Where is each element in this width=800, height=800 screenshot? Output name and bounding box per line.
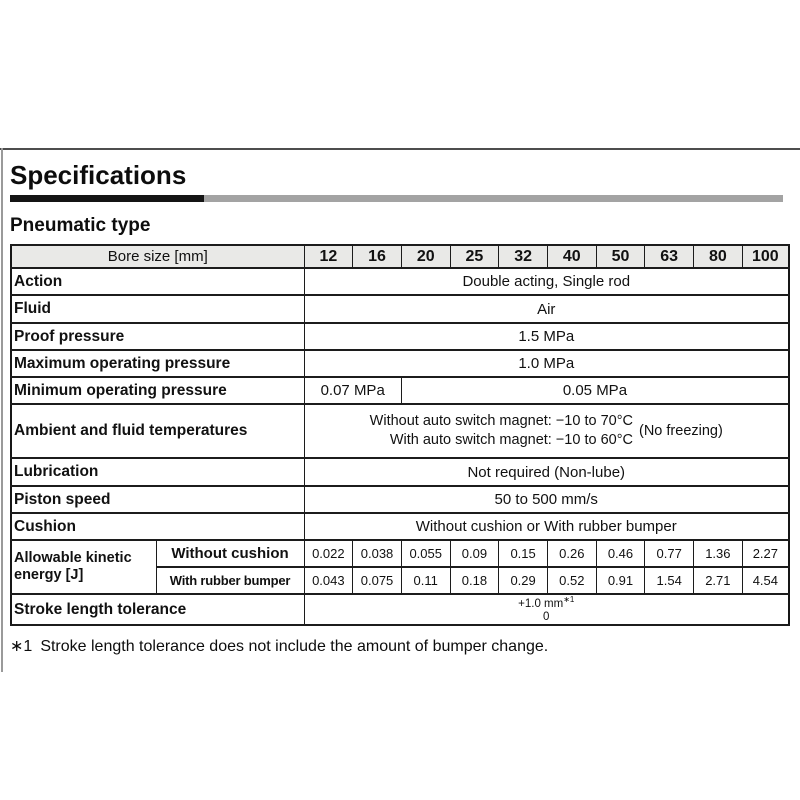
ambient-lines xyxy=(370,412,633,450)
kinetic-wc-12: 0.022 xyxy=(304,540,353,567)
max-pressure-label: Maximum operating pressure xyxy=(11,350,304,377)
kinetic-rb-100: 4.54 xyxy=(742,567,789,594)
kinetic-wc-40: 0.26 xyxy=(547,540,596,567)
bore-size-header: Bore size [mm] xyxy=(11,245,304,268)
kinetic-rb-63: 1.54 xyxy=(645,567,694,594)
kinetic-rb-40: 0.52 xyxy=(547,567,596,594)
bore-col-40: 40 xyxy=(547,245,596,268)
kinetic-wc-50: 0.46 xyxy=(596,540,645,567)
document-content xyxy=(10,160,790,656)
bore-col-20: 20 xyxy=(401,245,450,268)
cushion-label: Cushion xyxy=(11,513,304,540)
lubrication-value: Not required (Non-lube) xyxy=(304,458,789,486)
action-value: Double acting, Single rod xyxy=(304,268,789,295)
stroke-tolerance-value xyxy=(304,594,789,625)
ambient-label: Ambient and fluid temperatures xyxy=(11,404,304,458)
title-underline-gray xyxy=(204,195,783,202)
bore-col-63: 63 xyxy=(645,245,694,268)
specifications-table xyxy=(10,244,790,626)
footnote-text: Stroke length tolerance does not include the amount of bumper change. xyxy=(40,638,549,656)
kinetic-wc-80: 1.36 xyxy=(694,540,743,567)
table-row-ambient-temperatures xyxy=(11,404,789,458)
table-row-max-operating-pressure xyxy=(11,350,789,377)
page-top-rule xyxy=(0,148,800,150)
kinetic-rb-16: 0.075 xyxy=(353,567,402,594)
ambient-value-wrap xyxy=(307,412,787,450)
ambient-value xyxy=(304,404,789,458)
table-row-cushion xyxy=(11,513,789,540)
piston-speed-value: 50 to 500 mm/s xyxy=(304,486,789,513)
table-row-min-operating-pressure xyxy=(11,377,789,404)
section-heading: Pneumatic type xyxy=(10,215,151,236)
min-pressure-value-large-bores: 0.05 MPa xyxy=(401,377,789,404)
max-pressure-value: 1.0 MPa xyxy=(304,350,789,377)
table-row-fluid xyxy=(11,295,789,323)
min-pressure-value-small-bores: 0.07 MPa xyxy=(304,377,401,404)
bore-col-32: 32 xyxy=(499,245,548,268)
kinetic-rb-20: 0.11 xyxy=(401,567,450,594)
bore-col-50: 50 xyxy=(596,245,645,268)
page-title: Specifications xyxy=(10,160,187,190)
bore-col-100: 100 xyxy=(742,245,789,268)
kinetic-energy-label: Allowable kinetic energy [J] xyxy=(11,540,156,594)
bore-col-16: 16 xyxy=(353,245,402,268)
kinetic-without-cushion-label: Without cushion xyxy=(156,540,304,567)
fluid-value: Air xyxy=(304,295,789,323)
kinetic-wc-20: 0.055 xyxy=(401,540,450,567)
title-underline xyxy=(10,195,783,202)
stroke-tolerance-upper xyxy=(518,595,574,611)
stroke-tolerance-lower: 0 xyxy=(543,611,550,624)
kinetic-wc-63: 0.77 xyxy=(645,540,694,567)
stroke-tolerance-label: Stroke length tolerance xyxy=(11,594,304,625)
stroke-tolerance-upper-text: +1.0 mm xyxy=(518,597,564,610)
page-left-rule xyxy=(1,148,3,672)
table-row-header xyxy=(11,245,789,268)
proof-pressure-label: Proof pressure xyxy=(11,323,304,350)
kinetic-wc-16: 0.038 xyxy=(353,540,402,567)
bore-col-12: 12 xyxy=(304,245,353,268)
kinetic-rubber-bumper-label: With rubber bumper xyxy=(156,567,304,594)
stroke-tolerance-footnote-ref: ∗1 xyxy=(563,595,575,604)
kinetic-rb-32: 0.29 xyxy=(499,567,548,594)
bore-col-80: 80 xyxy=(694,245,743,268)
table-row-stroke-tolerance xyxy=(11,594,789,625)
kinetic-wc-100: 2.27 xyxy=(742,540,789,567)
action-label: Action xyxy=(11,268,304,295)
kinetic-wc-25: 0.09 xyxy=(450,540,499,567)
ambient-line-with-magnet: With auto switch magnet: −10 to 60°C xyxy=(389,432,633,448)
min-pressure-label: Minimum operating pressure xyxy=(11,377,304,404)
bore-col-25: 25 xyxy=(450,245,499,268)
fluid-label: Fluid xyxy=(11,295,304,323)
table-row-lubrication xyxy=(11,458,789,486)
kinetic-rb-50: 0.91 xyxy=(596,567,645,594)
ambient-no-freezing-note: (No freezing) xyxy=(639,423,723,439)
table-row-piston-speed xyxy=(11,486,789,513)
lubrication-label: Lubrication xyxy=(11,458,304,486)
table-row-kinetic-without-cushion xyxy=(11,540,789,567)
kinetic-rb-12: 0.043 xyxy=(304,567,353,594)
table-row-action xyxy=(11,268,789,295)
footnote xyxy=(10,636,790,656)
piston-speed-label: Piston speed xyxy=(11,486,304,513)
footnote-marker: ∗1 xyxy=(10,638,33,656)
table-row-proof-pressure xyxy=(11,323,789,350)
stroke-tolerance-value-wrap xyxy=(518,595,574,624)
kinetic-rb-80: 2.71 xyxy=(694,567,743,594)
title-underline-black xyxy=(10,195,204,202)
proof-pressure-value: 1.5 MPa xyxy=(304,323,789,350)
kinetic-wc-32: 0.15 xyxy=(499,540,548,567)
cushion-value: Without cushion or With rubber bumper xyxy=(304,513,789,540)
ambient-line-without-magnet: Without auto switch magnet: −10 to 70°C xyxy=(369,413,633,430)
kinetic-rb-25: 0.18 xyxy=(450,567,499,594)
